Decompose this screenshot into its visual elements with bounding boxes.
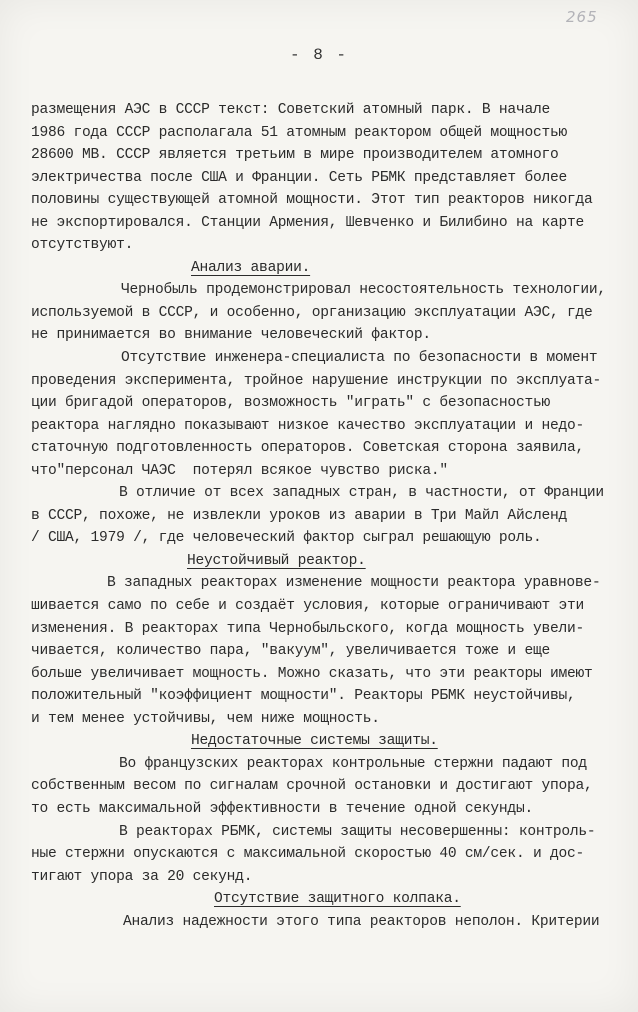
text-line-content: не экспортировался. Станции Армения, Шевченко и Билибино на карте [31, 214, 584, 231]
text-line-content: в СССР, похоже, не извлекли уроков из аварии в Три Майл Айсленд [31, 507, 567, 524]
text-line [31, 234, 635, 257]
text-line [31, 99, 635, 122]
text-line-content: 1986 года СССР располагала 51 атомным реактором общей мощностью [31, 124, 567, 141]
text-line [31, 753, 635, 776]
text-line [31, 527, 635, 550]
text-line [31, 708, 635, 731]
text-line-content: 28600 МВ. СССР является третьим в мире производителем атомного [31, 147, 559, 164]
text-line [31, 415, 635, 438]
text-line [31, 798, 635, 821]
section-heading [31, 888, 635, 911]
section-heading-text: Неустойчивый реактор. [187, 552, 366, 569]
text-line [31, 866, 635, 889]
section-heading-text: Отсутствие защитного колпака. [214, 891, 461, 908]
text-line [31, 775, 635, 798]
text-line-content: ные стержни опускаются с максимальной скоростью 40 см/сек. и дос- [31, 846, 584, 863]
text-line-content: статочную подготовленность операторов. Советская сторона заявила, [31, 440, 584, 457]
text-line [31, 505, 635, 528]
text-line [31, 572, 635, 595]
text-line-content: Анализ надежности этого типа реакторов неполон. Критерии [123, 913, 600, 930]
text-line-content: шивается само по себе и создаёт условия, которые ограничивают эти [31, 598, 584, 615]
text-line-content: В западных реакторах изменение мощности реактора уравнове- [107, 575, 601, 592]
text-line [31, 279, 635, 302]
text-line-content: В реакторах РБМК, системы защиты несовершенны: контроль- [119, 823, 596, 840]
text-line [31, 189, 635, 212]
text-line-content: не принимается во внимание человеческий фактор. [31, 327, 431, 344]
text-line-content: Во французских реакторах контрольные стержни падают под [119, 755, 587, 772]
text-line-content: Чернобыль продемонстрировал несостоятельность технологии, [121, 282, 606, 299]
text-line [31, 460, 635, 483]
text-line [31, 911, 635, 934]
text-line-content: В отличие от всех западных стран, в частности, от Франции [119, 485, 604, 502]
text-line-content: положительный "коэффициент мощности". Реакторы РБМК неустойчивы, [31, 688, 576, 705]
archive-page-number: 265 [566, 8, 598, 26]
section-heading [31, 730, 635, 753]
text-line-content: размещения АЭС в СССР текст: Советский атомный парк. В начале [31, 102, 550, 118]
section-heading-text: Анализ аварии. [191, 259, 311, 276]
text-line-content: больше увеличивает мощность. Можно сказать, что эти реакторы имеют [31, 665, 593, 682]
text-line-content: собственным весом по сигналам срочной остановки и достигают упора, [31, 778, 593, 795]
text-line-content: электричества после США и Франции. Сеть РБМК представляет более [31, 169, 567, 186]
page-number: - 8 - [289, 46, 348, 64]
section-heading-text: Недостаточные системы защиты. [191, 733, 438, 750]
text-line-content: проведения эксперимента, тройное нарушение инструкции по эксплуата- [31, 372, 602, 389]
text-line [31, 347, 635, 370]
text-line-content: / США, 1979 /, где человеческий фактор сыграл решающую роль. [31, 530, 542, 547]
text-line [31, 370, 635, 393]
text-line [31, 663, 635, 686]
text-line [31, 167, 635, 190]
text-line [31, 437, 635, 460]
text-line [31, 685, 635, 708]
text-line-content: отсутствуют. [31, 237, 134, 254]
text-line [31, 212, 635, 235]
text-line-content: что"персонал ЧАЭС потерял всякое чувство риска." [31, 462, 448, 479]
text-line [31, 618, 635, 641]
text-line [31, 640, 635, 663]
section-heading [31, 257, 635, 280]
text-line-content: ции бригадой операторов, возможность "играть" с безопасностью [31, 395, 550, 412]
text-line [31, 324, 635, 347]
text-line [31, 821, 635, 844]
text-line-content: используемой в СССР, и особенно, организацию эксплуатации АЭС, где [31, 304, 593, 321]
text-line [31, 482, 635, 505]
section-heading [31, 550, 635, 573]
text-line-content: реактора наглядно показывают низкое качество эксплуатации и недо- [31, 417, 584, 434]
text-line-content: Отсутствие инженера-специалиста по безопасности в момент [121, 350, 598, 367]
text-line [31, 122, 635, 145]
text-line [31, 843, 635, 866]
text-line-content: и тем менее устойчивы, чем ниже мощность. [31, 710, 380, 727]
text-line [31, 302, 635, 325]
text-line-content: чивается, количество пара, "вакуум", увеличивается тоже и еще [31, 643, 550, 660]
document-body [31, 99, 635, 933]
text-line-content: то есть максимальной эффективности в течение одной секунды. [31, 800, 533, 817]
text-line [31, 595, 635, 618]
text-line-content: тигают упора за 20 секунд. [31, 868, 253, 885]
text-line [31, 392, 635, 415]
text-line-content: половины существующей атомной мощности. Этот тип реакторов никогда [31, 192, 593, 209]
text-line [31, 144, 635, 167]
text-line-content: изменения. В реакторах типа Чернобыльского, когда мощность увели- [31, 620, 584, 637]
